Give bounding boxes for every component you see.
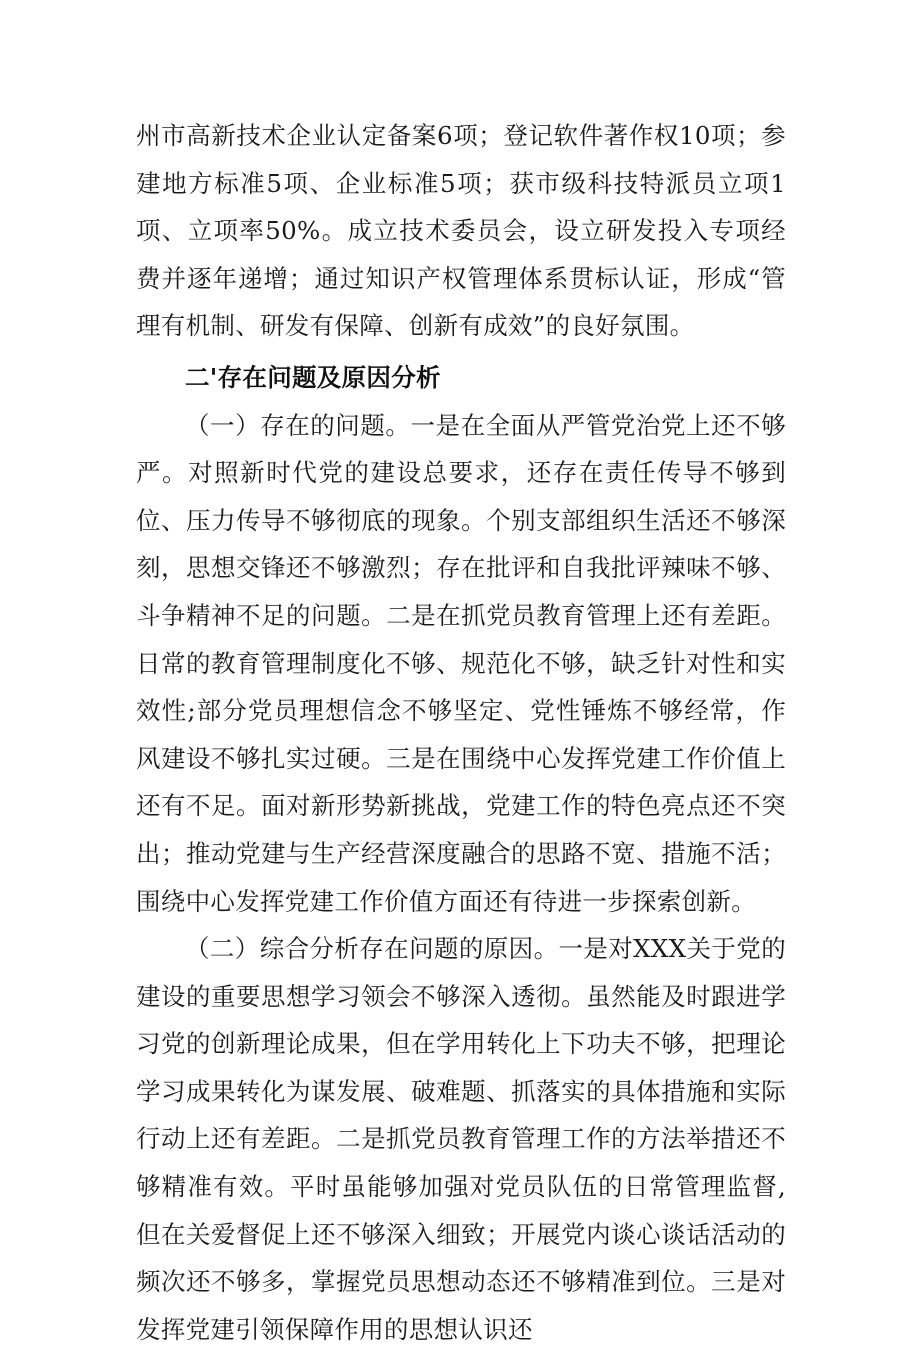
paragraph-cause-analysis: （二）综合分析存在问题的原因。一是对XXX关于党的建设的重要思想学习领会不够深入透彻。虽然能及时跟进学习党的创新理论成果，但在学用转化上下功夫不够，把理论学习成果转化为谋发展、破难题、抓落实的具体措施和实际行动上还有差距。二是抓党员教育管理工作的方法举措还不够精准有效。平时虽能够加强对党员队伍的日常管理监督,但在关爱督促上还不够深入细致；开展党内谈心谈话活动的频次还不够多，掌握党员思想动态还不够精准到位。三是对发挥党建引领保障作用的思想认识还 [136,934,786,1344]
paragraph-achievements: 州市高新技术企业认定备案6项；登记软件著作权10项；参建地方标准5项、企业标准5项；获市级科技特派员立项1项、立项率50%。成立技术委员会，设立研发投入专项经费并逐年递增；通过知识产权管理体系贯标认证，形成“管理有机制、研发有保障、创新有成效”的良好氛围。 [136,121,786,341]
document-body [136,112,786,1353]
paragraph-existing-problems: （一）存在的问题。一是在全面从严管党治党上还不够严。对照新时代党的建设总要求，还存在责任传导不够到位、压力传导不够彻底的现象。个别支部组织生活还不够深刻，思想交锋还不够激烈；存在批评和自我批评辣味不够、斗争精神不足的问题。二是在抓党员教育管理上还有差距。日常的教育管理制度化不够、规范化不够，缺乏针对性和实效性;部分党员理想信念不够坚定、党性锤炼不够经常，作风建设不够扎实过硬。三是在围绕中心发挥党建工作价值上还有不足。面对新形势新挑战，党建工作的特色亮点还不突出；推动党建与生产经营深度融合的思路不宽、措施不活；围绕中心发挥党建工作价值方面还有待进一步探索创新。 [136,410,786,916]
section-heading-problems-analysis: 二'存在问题及原因分析 [185,362,441,392]
